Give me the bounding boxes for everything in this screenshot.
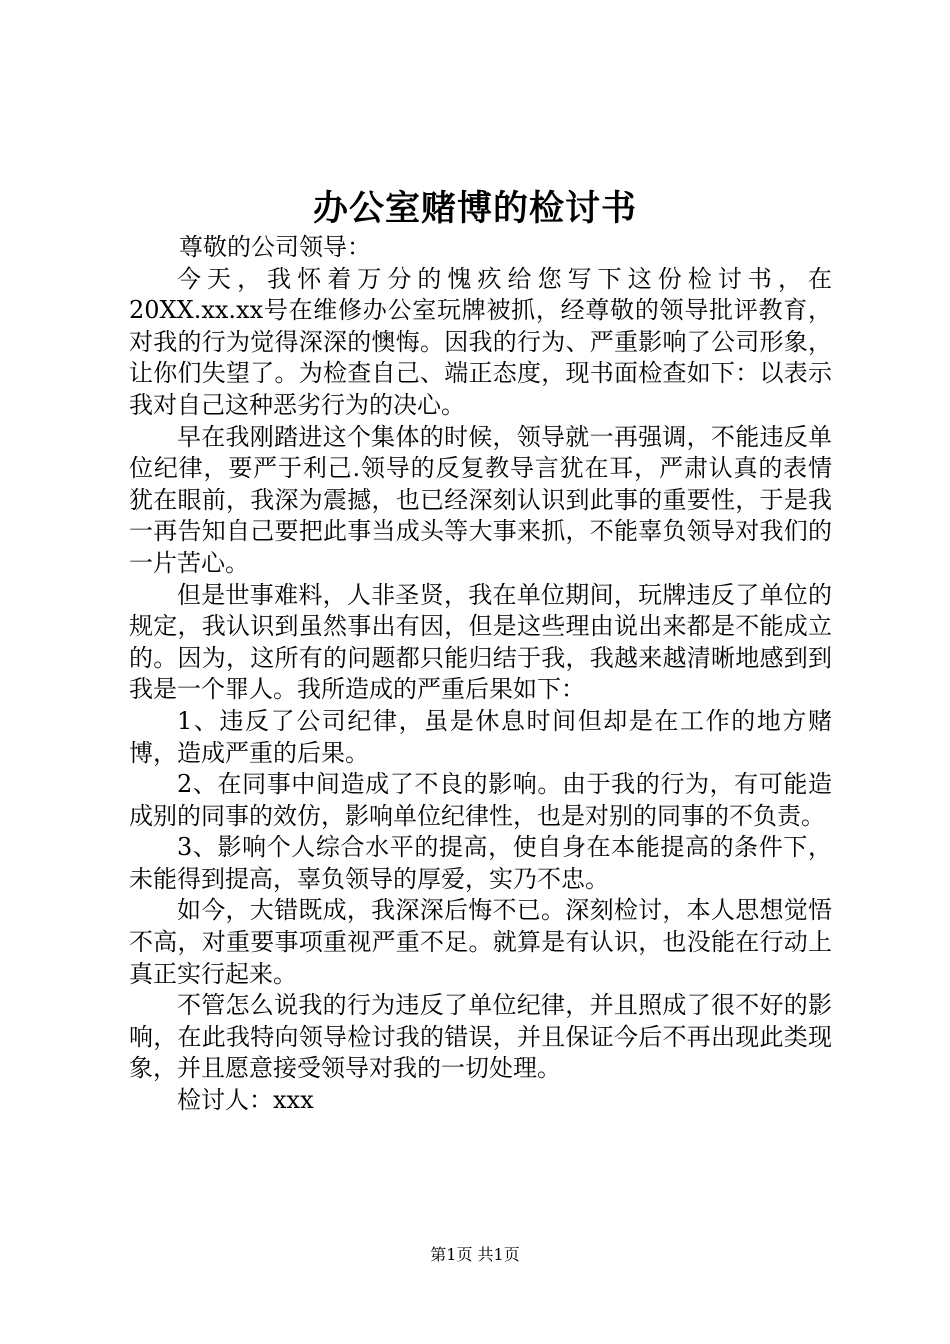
paragraph-background: 早在我刚踏进这个集体的时候，领导就一再强调，不能违反单位纪律，要严于利己.领导的反复教导言犹在耳，严肃认真的表情犹在眼前，我深为震撼，也已经深刻认识到此事的重要性，于是我一再告知自己要把此事当成头等大事来抓，不能辜负领导对我们的一片苦心。 [129,422,832,577]
paragraph-intro: 今天，我怀着万分的愧疚给您写下这份检讨书，在20XX.xx.xx号在维修办公室玩牌被抓，经尊敬的领导批评教育，对我的行为觉得深深的懊悔。因我的行为、严重影响了公司形象，让你们失望了。为检查自己、端正态度，现书面检查如下：以表示我对自己这种恶劣行为的决心。 [129,264,832,419]
paragraph-commitment: 不管怎么说我的行为违反了单位纪律，并且照成了很不好的影响，在此我特向领导检讨我的错误，并且保证今后不再出现此类现象，并且愿意接受领导对我的一切处理。 [129,991,832,1083]
paragraph-reflection: 如今，大错既成，我深深后悔不已。深刻检讨，本人思想觉悟不高，对重要事项重视严重不足。就算是有认识，也没能在行动上真正实行起来。 [129,896,832,988]
list-item-consequence-1: 1、违反了公司纪律，虽是休息时间但却是在工作的地方赌博，造成严重的后果。 [129,706,832,767]
signature: 检讨人：xxx [177,1086,314,1115]
list-item-consequence-3: 3、影响个人综合水平的提高，使自身在本能提高的条件下，未能得到提高，辜负领导的厚爱，实乃不忠。 [129,833,832,893]
document-title: 办公室赌博的检讨书 [312,188,637,229]
list-item-consequence-2: 2、在同事中间造成了不良的影响。由于我的行为，有可能造成别的同事的效仿，影响单位纪律性，也是对别的同事的不负责。 [129,770,832,830]
salutation: 尊敬的公司领导： [179,233,371,261]
document-body [129,232,832,1117]
page-number-footer: 第1页 共1页 [430,1245,520,1264]
paragraph-consequences: 但是世事难料，人非圣贤，我在单位期间，玩牌违反了单位的规定，我认识到虽然事出有因，但是这些理由说出来都是不能成立的。因为，这所有的问题都只能归结于我，我越来越清晰地感到到我是一个罪人。我所造成的严重后果如下： [129,580,832,704]
